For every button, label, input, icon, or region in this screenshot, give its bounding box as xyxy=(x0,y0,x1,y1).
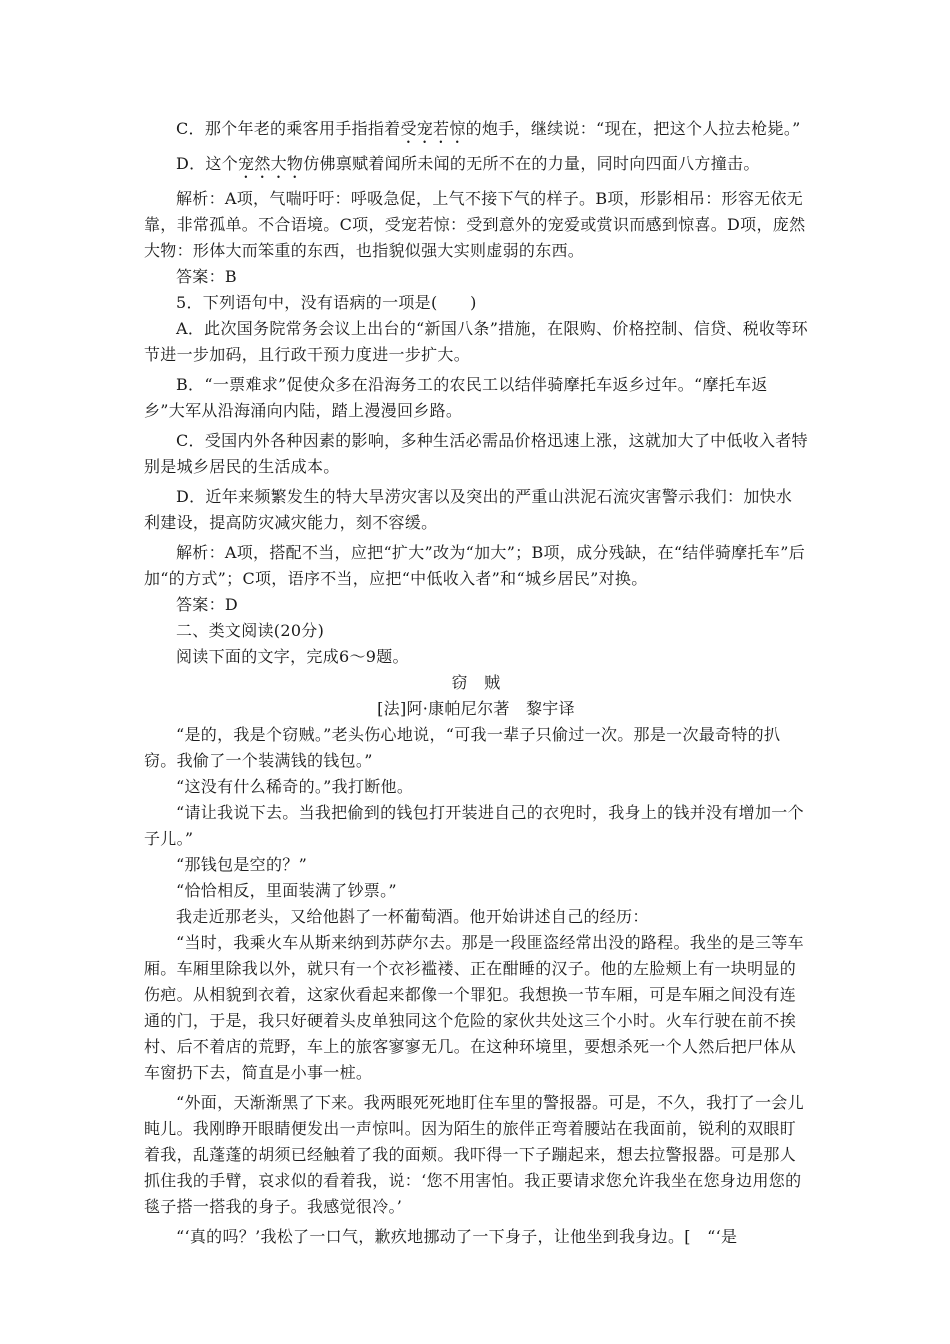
emphasized-phrase: 受宠若惊 xyxy=(400,119,466,138)
story-paragraph: “请让我说下去。当我把偷到的钱包打开装进自己的衣兜时，我身上的钱并没有增加一个子儿。” xyxy=(144,803,804,848)
story-paragraph: “当时，我乘火车从斯来纳到苏萨尔去。那是一段匪盗经常出没的路程。我坐的是三等车厢。车厢里除我以外，就只有一个衣衫褴褛、正在酣睡的汉子。他的左脸颊上有一块明显的伤疤。从相貌到衣着，这家伙看起来都像一个罪犯。我想换一节车厢，可是车厢之间没有连通的门，于是，我只好硬着头皮单独同这个危险的家伙共处这三个小时。火车行驶在前不挨村、后不着店的荒野，车上的旅客寥寥无几。在这种环境里，要想杀死一个人然后把尸体从车窗扔下去，简直是小事一桩。 xyxy=(144,933,804,1082)
q5-option-a: A．此次国务院常务会议上出台的“新国八条”措施，在限购、价格控制、信贷、税收等环节进一步加码，且行政干预力度进一步扩大。 xyxy=(144,319,808,364)
document-page xyxy=(144,116,808,1250)
q5-option-c: C．受国内外各种因素的影响，多种生活必需品价格迅速上涨，这就加大了中低收入者特别是城乡居民的生活成本。 xyxy=(144,431,808,476)
q5-answer: 答案：D xyxy=(176,595,239,614)
q5-stem: 5．下列语句中，没有语病的一项是( ) xyxy=(176,293,477,312)
q4-option-d: D．这个宠然大物仿佛禀赋着闻所未闻的无所不在的力量，同时向四面八方撞击。 xyxy=(176,154,760,173)
q5-option-d: D．近年来频繁发生的特大旱涝灾害以及突出的严重山洪泥石流灾害警示我们：加快水利建设，提高防灾减灾能力，刻不容缓。 xyxy=(144,487,793,532)
story-paragraph: “是的，我是个窃贼。”老头伤心地说，“可我一辈子只偷过一次。那是一次最奇特的扒窃。我偷了一个装满钱的钱包。” xyxy=(144,725,781,770)
story-paragraph: “恰恰相反，里面装满了钞票。” xyxy=(176,881,397,900)
q4-answer: 答案：B xyxy=(176,267,237,286)
story-byline: [法]阿·康帕尼尔著 黎宇译 xyxy=(377,699,575,718)
story-paragraph: “这没有什么稀奇的。”我打断他。 xyxy=(176,777,414,796)
story-paragraph: 我走近那老头，又给他斟了一杯葡萄酒。他开始讲述自己的经历： xyxy=(176,907,649,926)
q5-option-b: B．“一票难求”促使众多在沿海务工的农民工以结伴骑摩托车返乡过年。“摩托车返乡”大军从沿海涌向内陆，踏上漫漫回乡路。 xyxy=(144,375,768,420)
q5-analysis: 解析：A项，搭配不当，应把“扩大”改为“加大”；B项，成分残缺，在“结伴骑摩托车”后加“的方式”；C项，语序不当，应把“中低收入者”和“城乡居民”对换。 xyxy=(144,543,805,588)
q4-option-c: C．那个年老的乘客用手指指着受宠若惊的炮手，继续说：“现在，把这个人拉去枪毙。” xyxy=(176,119,801,138)
q4-analysis: 解析：A项，气喘吁吁：呼吸急促，上气不接下气的样子。B项，形影相吊：形容无依无靠，非常孤单。不合语境。C项，受宠若惊：受到意外的宠爱或赏识而感到惊喜。D项，庞然大物：形体大而笨重的东西，也指貌似强大实则虚弱的东西。 xyxy=(144,189,806,260)
story-title: 窃 贼 xyxy=(451,673,501,692)
emphasized-phrase: 宠然大物 xyxy=(238,154,304,173)
reading-instruction: 阅读下面的文字，完成6～9题。 xyxy=(176,647,409,666)
story-paragraph: “‘真的吗？’我松了一口气，歉疚地挪动了一下身子，让他坐到我身边。[ “‘是 xyxy=(176,1227,738,1246)
section-heading: 二、类文阅读(20分) xyxy=(176,621,325,640)
story-paragraph: “那钱包是空的？” xyxy=(176,855,308,874)
story-paragraph: “外面，天渐渐黑了下来。我两眼死死地盯住车里的警报器。可是，不久，我打了一会儿盹儿。我刚睁开眼睛便发出一声惊叫。因为陌生的旅伴正弯着腰站在我面前，锐利的双眼盯着我，乱蓬蓬的胡须已经触着了我的面颊。我吓得一下子蹦起来，想去拉警报器。可是那人抓住我的手臂，哀求似的看着我，说：‘您不用害怕。我正要请求您允许我坐在您身边用您的毯子搭一搭我的身子。我感觉很冷。’ xyxy=(144,1093,804,1216)
